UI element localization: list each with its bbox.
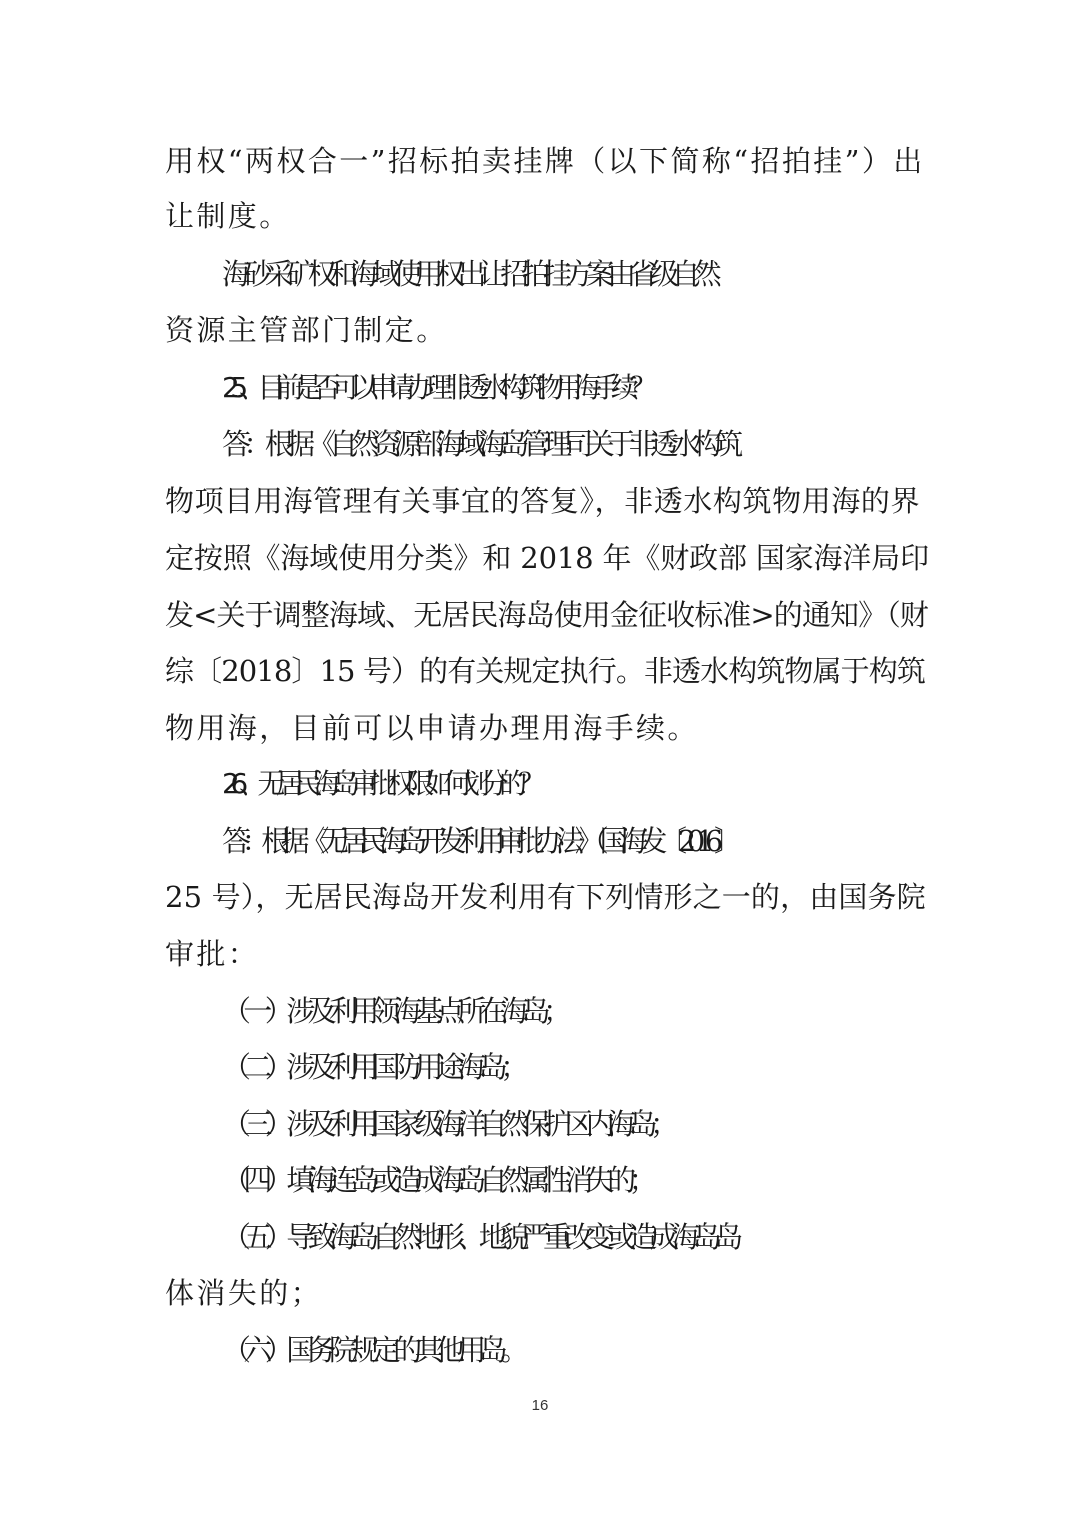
question-heading-25: 25、目前是否可以申请办理非透水构筑物用海手续？	[222, 371, 649, 404]
list-item: （六）国务院规定的其他用岛。	[222, 1333, 522, 1367]
paragraph-line: 物项目用海管理有关事宜的答复》，非透水构筑物用海的界	[165, 484, 921, 518]
paragraph-line: 用权“两权合一”招标拍卖挂牌（以下简称“招拍挂”）出	[165, 144, 925, 178]
list-item: （二）涉及利用国防用途海岛；	[222, 1050, 522, 1084]
paragraph-line: 发<关于调整海域、无居民海岛使用金征收标准>的通知》（财	[165, 598, 928, 632]
paragraph-line: 答：根据《无居民海岛开发利用审批办法》（国海 发〔2016〕	[222, 824, 734, 858]
question-heading-26: 26、无居民海岛审批权限如何划分的？	[222, 767, 537, 800]
paragraph-line: 定按照《海域使用分类》和 2018 年《财政部 国家海洋局印	[165, 541, 929, 575]
page-number: 16	[531, 1397, 549, 1414]
paragraph-line: 综〔2018〕15 号）的有关规定执行。非透水构筑物属于构筑	[165, 654, 925, 688]
list-item-continuation: 体消失的；	[165, 1276, 323, 1310]
list-item: （一）涉及利用领海基点所在海岛；	[222, 994, 565, 1028]
list-item: （五）导致海岛自然地形、地貌严重改变或造成海岛岛	[222, 1220, 736, 1254]
paragraph-line: 物用海，目前可以申请办理用海手续。	[165, 711, 699, 745]
paragraph-line: 审批：	[165, 937, 260, 971]
paragraph-line: 让制度。	[165, 199, 291, 233]
list-item: （三）涉及利用国家级海洋自然保护区内海岛；	[222, 1107, 672, 1141]
paragraph-line: 25 号），无居民海岛开发利用有下列情形之一的，由国务院	[165, 880, 926, 914]
list-item: （四）填海连岛或造成海岛自然属性消失的；	[222, 1163, 651, 1197]
paragraph-line: 海砂采矿权和海域使用权出让招拍挂方案由省级自然	[222, 257, 715, 291]
paragraph-line: 答：根据《自然资源部海域海岛管理司关于非透水构筑	[222, 427, 736, 461]
paragraph-line: 资源主管部门制定。	[165, 313, 448, 347]
